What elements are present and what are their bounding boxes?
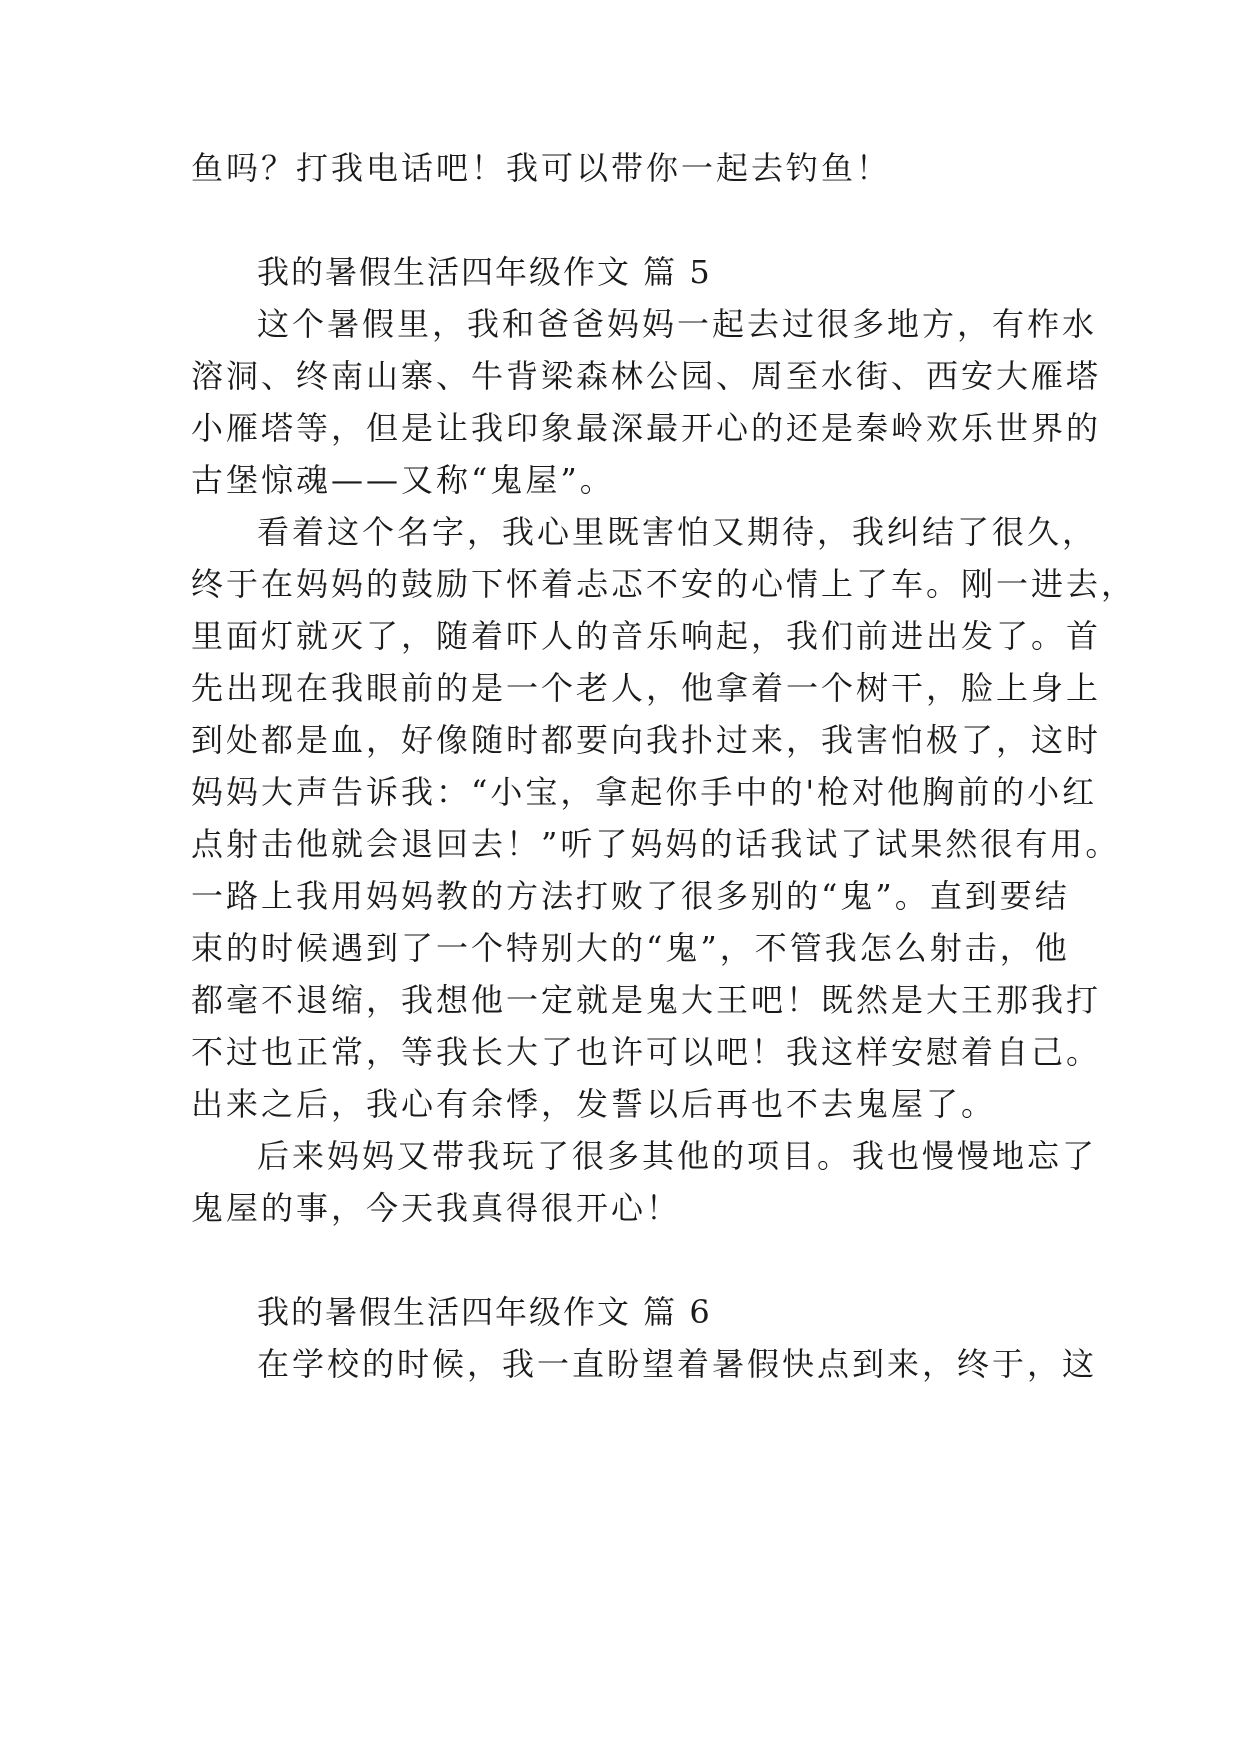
paragraph-line: 出来之后，我心有余悸，发誓以后再也不去鬼屋了。 (191, 1085, 997, 1123)
paragraph-line: 这个暑假里，我和爸爸妈妈一起去过很多地方，有柞水 (257, 305, 1098, 343)
essay-heading: 我的暑假生活四年级作文 篇 5 (257, 253, 712, 291)
paragraph-line: 里面灯就灭了，随着吓人的音乐响起，我们前进出发了。首 (191, 617, 1102, 655)
paragraph-line: 妈妈大声告诉我：“小宝，拿起你手中的'枪对他胸前的小红 (191, 773, 1098, 811)
paragraph-line: 鱼吗？打我电话吧！我可以带你一起去钓鱼！ (191, 149, 892, 187)
paragraph-line: 溶洞、终南山寨、牛背梁森林公园、周至水街、西安大雁塔 (191, 357, 1102, 395)
paragraph-line: 小雁塔等，但是让我印象最深最开心的还是秦岭欢乐世界的 (191, 409, 1102, 447)
paragraph-line: 一路上我用妈妈教的方法打败了很多别的“鬼”。直到要结 (191, 877, 1070, 915)
paragraph-line: 鬼屋的事，今天我真得很开心！ (191, 1189, 682, 1227)
paragraph-line: 后来妈妈又带我玩了很多其他的项目。我也慢慢地忘了 (257, 1137, 1098, 1175)
paragraph-line: 到处都是血，好像随时都要向我扑过来，我害怕极了，这时 (191, 721, 1102, 759)
paragraph-line: 古堡惊魂——又称“鬼屋”。 (191, 461, 615, 499)
paragraph-line: 束的时候遇到了一个特别大的“鬼”，不管我怎么射击，他 (191, 929, 1070, 967)
paragraph-line: 终于在妈妈的鼓励下怀着忐忑不安的心情上了车。刚一进去， (191, 565, 1137, 603)
paragraph-line: 点射击他就会退回去！”听了妈妈的话我试了试果然很有用。 (191, 825, 1121, 863)
paragraph-line: 不过也正常，等我长大了也许可以吧！我这样安慰着自己。 (191, 1033, 1102, 1071)
paragraph-line: 都毫不退缩，我想他一定就是鬼大王吧！既然是大王那我打 (191, 981, 1102, 1019)
essay-heading: 我的暑假生活四年级作文 篇 6 (257, 1293, 712, 1331)
paragraph-line: 先出现在我眼前的是一个老人，他拿着一个树干，脸上身上 (191, 669, 1102, 707)
paragraph-line: 看着这个名字，我心里既害怕又期待，我纠结了很久， (257, 513, 1098, 551)
paragraph-line: 在学校的时候，我一直盼望着暑假快点到来，终于，这 (257, 1345, 1098, 1383)
